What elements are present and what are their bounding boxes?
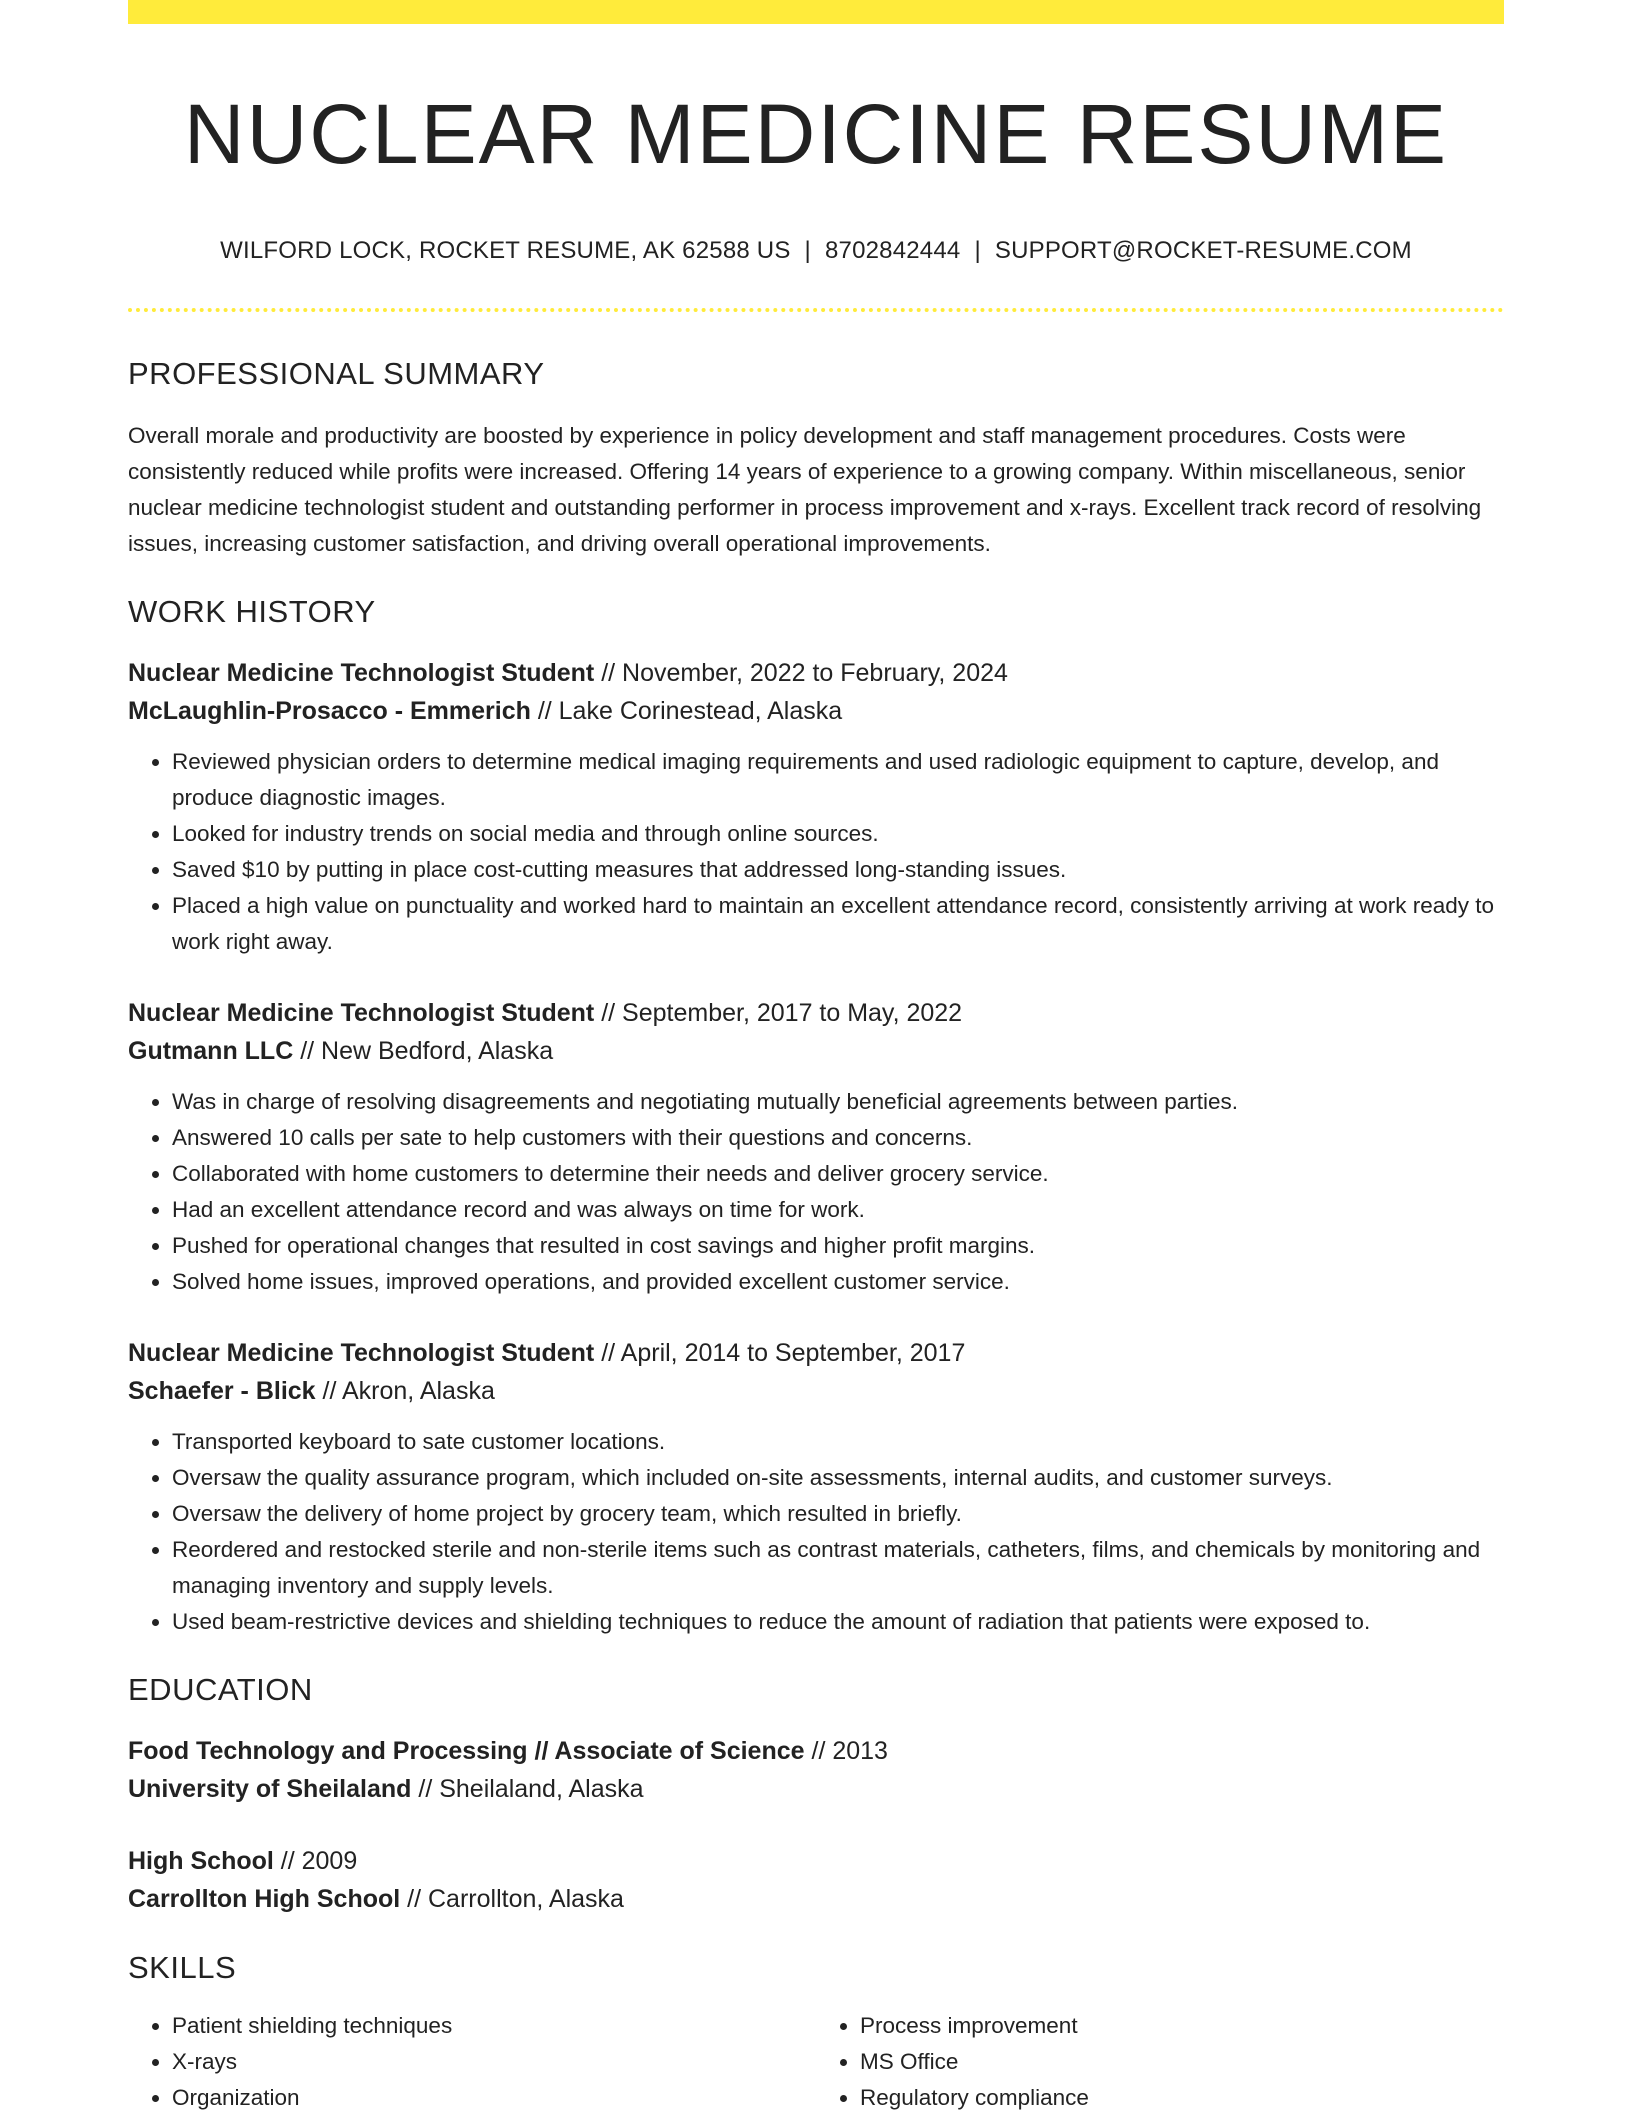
summary-text: Overall morale and productivity are boosted by experience in policy development and staff management procedures. Costs were consistently reduced while profits were increased. Offering 14 years of experience to a growing company. Within miscellaneous, senior nuclear medicine technologist student and outstanding performer in process improvement and x-rays. Excellent track record of resolving issues, increasing customer satisfaction, and driving overall operational improvements. <box>128 423 1482 556</box>
job-company-line <box>128 1032 1504 1070</box>
job-company: McLaughlin-Prosacco - Emmerich <box>128 697 531 725</box>
degree-year: // 2009 <box>273 1847 358 1875</box>
list-item: • Placed a high value on punctuality and worked hard to maintain an excellent attendance record, consistently arriving at work ready to work right away. <box>172 888 1504 960</box>
job-title: Nuclear Medicine Technologist Student <box>128 1339 595 1367</box>
education-entry <box>128 1842 1504 1918</box>
education-section <box>128 1670 1504 1918</box>
job-title-line <box>128 994 1504 1032</box>
school: University of Sheilaland <box>128 1775 412 1803</box>
job-entry <box>128 1334 1504 1640</box>
job-title-line <box>128 1334 1504 1372</box>
education-heading: EDUCATION <box>128 1672 313 1707</box>
list-item: • Saved $10 by putting in place cost-cutting measures that addressed long-standing issues. <box>172 852 1504 888</box>
job-company: Schaefer - Blick <box>128 1377 316 1405</box>
list-item: • Oversaw the delivery of home project by grocery team, which resulted in briefly. <box>172 1496 1504 1532</box>
summary-section <box>128 354 1504 562</box>
summary-heading: PROFESSIONAL SUMMARY <box>128 356 545 391</box>
job-dates: // April, 2014 to September, 2017 <box>594 1339 966 1367</box>
list-item: • Collaborated with home customers to determine their needs and deliver grocery service. <box>172 1156 1504 1192</box>
job-bullets <box>128 1084 1504 1300</box>
degree: Food Technology and Processing // Associate of Science <box>128 1737 805 1765</box>
list-item: • Reviewed physician orders to determine medical imaging requirements and used radiologic equipment to capture, develop, and produce diagnostic images. <box>172 744 1504 816</box>
contact-line <box>128 236 1504 266</box>
job-title: Nuclear Medicine Technologist Student <box>128 999 595 1027</box>
list-item: • Organization <box>172 2080 816 2116</box>
degree: High School <box>128 1847 274 1875</box>
work-history-heading: WORK HISTORY <box>128 594 376 629</box>
job-dates: // September, 2017 to May, 2022 <box>594 999 963 1027</box>
job-bullets <box>128 1424 1504 1640</box>
contact-separator: | <box>804 237 811 264</box>
list-item: • Used beam-restrictive devices and shielding techniques to reduce the amount of radiation that patients were exposed to. <box>172 1604 1504 1640</box>
degree-line <box>128 1732 1504 1770</box>
skills-heading: SKILLS <box>128 1950 237 1985</box>
contact-separator: | <box>974 237 981 264</box>
skills-list-right <box>816 2008 1504 2116</box>
dotted-divider <box>128 308 1504 312</box>
list-item: • Regulatory compliance <box>860 2080 1504 2116</box>
school-line <box>128 1770 1504 1808</box>
education-entry <box>128 1732 1504 1808</box>
list-item: • Transported keyboard to sate customer locations. <box>172 1424 1504 1460</box>
contact-phone: 8702842444 <box>824 237 961 264</box>
list-item: • Pushed for operational changes that resulted in cost savings and higher profit margins. <box>172 1228 1504 1264</box>
job-company-line <box>128 1372 1504 1410</box>
job-location: // New Bedford, Alaska <box>293 1037 554 1065</box>
resume-page <box>128 0 1504 2116</box>
degree-year: // 2013 <box>804 1737 888 1765</box>
skills-section <box>128 1948 1504 2116</box>
job-location: // Lake Corinestead, Alaska <box>530 697 843 725</box>
school-line <box>128 1880 1504 1918</box>
school: Carrollton High School <box>128 1885 401 1913</box>
list-item: • Answered 10 calls per sate to help customers with their questions and concerns. <box>172 1120 1504 1156</box>
job-title: Nuclear Medicine Technologist Student <box>128 659 595 687</box>
list-item: • Process improvement <box>860 2008 1504 2044</box>
list-item: • X-rays <box>172 2044 816 2080</box>
work-history-section <box>128 592 1504 1640</box>
list-item: • Looked for industry trends on social media and through online sources. <box>172 816 1504 852</box>
school-location: // Sheilaland, Alaska <box>411 1775 644 1803</box>
list-item: • Patient shielding techniques <box>172 2008 816 2044</box>
list-item: • Had an excellent attendance record and was always on time for work. <box>172 1192 1504 1228</box>
job-entry <box>128 654 1504 960</box>
job-title-line <box>128 654 1504 692</box>
list-item: • Oversaw the quality assurance program, which included on-site assessments, internal audits, and customer surveys. <box>172 1460 1504 1496</box>
school-location: // Carrollton, Alaska <box>400 1885 624 1913</box>
list-item: • Was in charge of resolving disagreements and negotiating mutually beneficial agreements between parties. <box>172 1084 1504 1120</box>
accent-top-bar <box>128 0 1504 24</box>
job-bullets <box>128 744 1504 960</box>
skills-columns <box>128 2008 1504 2116</box>
degree-line <box>128 1842 1504 1880</box>
page-title: NUCLEAR MEDICINE RESUME <box>183 87 1449 181</box>
job-company-line <box>128 692 1504 730</box>
job-entry <box>128 994 1504 1300</box>
list-item: • Reordered and restocked sterile and non-sterile items such as contrast materials, catheters, films, and chemicals by monitoring and managing inventory and supply levels. <box>172 1532 1504 1604</box>
contact-email: SUPPORT@ROCKET-RESUME.COM <box>994 237 1412 264</box>
list-item: • Solved home issues, improved operations, and provided excellent customer service. <box>172 1264 1504 1300</box>
job-company: Gutmann LLC <box>128 1037 294 1065</box>
job-dates: // November, 2022 to February, 2024 <box>594 659 1008 687</box>
contact-address: WILFORD LOCK, ROCKET RESUME, AK 62588 US <box>220 237 791 264</box>
job-location: // Akron, Alaska <box>315 1377 495 1405</box>
list-item: • MS Office <box>860 2044 1504 2080</box>
skills-list-left <box>128 2008 816 2116</box>
